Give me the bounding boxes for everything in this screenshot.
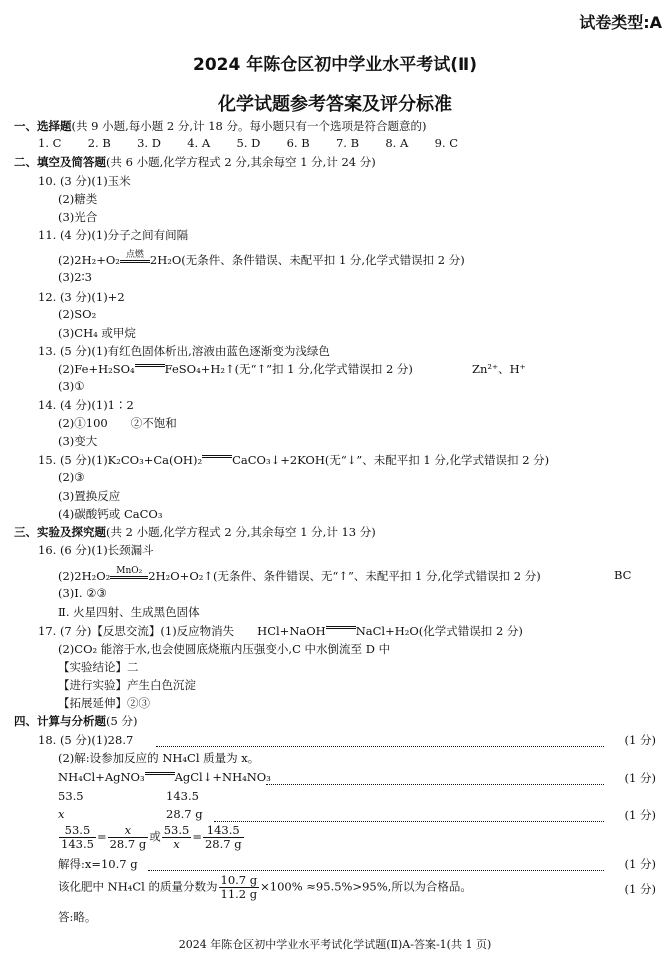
fraction: $\frac{53.5}{143.5}$ — [61, 823, 94, 851]
choice-answer: 9. C — [434, 136, 458, 150]
section-3-heading — [14, 524, 376, 540]
score-point: (1 分) — [624, 882, 656, 896]
q18-equation — [58, 770, 271, 784]
equals-sign — [110, 576, 148, 579]
dot-leader — [148, 870, 604, 871]
q15-equation — [38, 452, 549, 468]
fraction: $\frac{143.5}{28.7 g}$ — [204, 823, 242, 851]
reaction-arrow — [145, 772, 175, 775]
answer-line: 答:略。 — [58, 910, 97, 924]
fraction: $\frac{10.7 g}{11.2 g}$ — [220, 873, 258, 901]
molar-mass-agcl: 143.5 — [166, 789, 199, 803]
proportion-equation: $\frac{53.5}{143.5}$ = $\frac{x}{28.7 g}$ 或 $\frac{53.5}{x}$ = $\frac{143.5}{28.7 g}$ — [61, 823, 242, 851]
section-4-title: 四、计算与分析题 — [14, 714, 106, 728]
q16-equation — [58, 565, 541, 584]
q14-line: (2)①100 ②不饱和 — [58, 416, 177, 430]
condition-text: 点燃 — [125, 249, 144, 260]
mass-fraction-prefix: 该化肥中 NH₄Cl 的质量分数为 — [58, 879, 218, 894]
q17-equation — [38, 623, 523, 639]
choice-answer: 1. C — [38, 136, 62, 150]
q18-line: (2)解:设参加反应的 NH₄Cl 质量为 x。 — [58, 751, 260, 765]
equation-reactants: 17. (7 分)【反思交流】(1)反应物消失 HCl+NaOH — [38, 624, 326, 638]
reaction-arrow — [202, 455, 232, 458]
q16-extra: BC — [614, 568, 632, 582]
q12-line: (3)CH₄ 或甲烷 — [58, 326, 136, 340]
q18-line: 18. (5 分)(1)28.7 — [38, 733, 134, 747]
q10-line: 10. (3 分)(1)玉米 — [38, 174, 131, 188]
choice-answers — [38, 136, 458, 150]
score-point: (1 分) — [624, 733, 656, 747]
section-1-title: 一、选择题 — [14, 119, 72, 133]
unknown-mass: x — [58, 807, 65, 821]
choice-answer: 4. A — [187, 136, 211, 150]
section-1-heading — [14, 118, 426, 134]
section-4-note: (5 分) — [106, 714, 138, 728]
q12-line: (2)SO₂ — [58, 307, 97, 321]
equation-reactants: 15. (5 分)(1)K₂CO₃+Ca(OH)₂ — [38, 453, 203, 467]
equation-products: CaCO₃↓+2KOH(无“↓”、未配平扣 1 分,化学式错误扣 2 分) — [232, 453, 550, 467]
q17-line: 【拓展延伸】②③ — [58, 696, 150, 710]
q16-line: Ⅱ. 火星四射、生成黑色固体 — [58, 605, 200, 619]
q17-line: 【进行实验】产生白色沉淀 — [58, 678, 196, 692]
choice-answer: 3. D — [137, 136, 161, 150]
q13-line: (3)① — [58, 379, 85, 393]
section-2-title: 二、填空及简答题 — [14, 155, 106, 169]
choice-answer: 7. B — [335, 136, 360, 150]
equation-reactants: NH₄Cl+AgNO₃ — [58, 770, 145, 784]
q12-line: 12. (3 分)(1)+2 — [38, 290, 125, 304]
section-2-note: (共 6 小题,化学方程式 2 分,其余每空 1 分,计 24 分) — [106, 155, 376, 169]
equation-reactants: (2)2H₂+O₂ — [58, 253, 120, 267]
section-3-note: (共 2 小题,化学方程式 2 分,其余每空 1 分,计 13 分) — [106, 525, 376, 539]
solution-result: 解得:x=10.7 g — [58, 857, 138, 871]
q15-line: (3)置换反应 — [58, 489, 121, 503]
section-3-title: 三、实验及探究题 — [14, 525, 106, 539]
section-1-note: (共 9 小题,每小题 2 分,计 18 分。每小题只有一个选项是符合题意的) — [71, 119, 427, 133]
equation-products: NaCl+H₂O(化学式错误扣 2 分) — [355, 624, 523, 638]
equation-reactants: (2)2H₂O₂ — [58, 569, 111, 583]
known-mass: 28.7 g — [166, 807, 203, 821]
reaction-condition — [120, 250, 150, 263]
dot-leader — [266, 784, 604, 785]
equals-sign — [120, 260, 150, 263]
q11-line: 11. (4 分)(1)分子之间有间隔 — [38, 228, 189, 242]
page-footer: 2024 年陈仓区初中学业水平考试化学试题(Ⅱ)A-答案-1(共 1 页) — [178, 938, 492, 951]
equation-products: 2H₂O(无条件、条件错误、未配平扣 1 分,化学式错误扣 2 分) — [149, 253, 465, 267]
dot-leader — [214, 821, 604, 822]
choice-answer: 2. B — [87, 136, 111, 150]
equals-sign — [135, 364, 165, 367]
reaction-arrow — [135, 364, 165, 367]
exam-title: 2024 年陈仓区初中学业水平考试(Ⅱ) — [193, 55, 477, 75]
or-text: 或 — [149, 829, 161, 844]
q13-ions: Zn²⁺、H⁺ — [472, 362, 526, 376]
equals-sign — [145, 772, 175, 775]
q10-line: (3)光合 — [58, 210, 98, 224]
dot-leader — [156, 746, 604, 747]
fraction: $\frac{x}{28.7 g}$ — [109, 823, 147, 851]
choice-answer: 6. B — [286, 136, 310, 150]
section-4-heading — [14, 713, 137, 729]
choice-answer: 5. D — [236, 136, 261, 150]
score-point: (1 分) — [624, 857, 656, 871]
q14-line: 14. (4 分)(1)1∶2 — [38, 398, 134, 412]
equals-sign — [326, 626, 356, 629]
mass-fraction-suffix: ×100% ≈95.5%>95%,所以为合格品。 — [260, 879, 472, 894]
equation-reactants: (2)Fe+H₂SO₄ — [58, 362, 135, 376]
score-point: (1 分) — [624, 808, 656, 822]
equation-products: 2H₂O+O₂↑(无条件、条件错误、无“↑”、未配平扣 1 分,化学式错误扣 2 分) — [148, 569, 541, 583]
reaction-arrow — [326, 626, 356, 629]
q14-line: (3)变大 — [58, 434, 98, 448]
exam-subtitle: 化学试题参考答案及评分标准 — [218, 94, 452, 115]
choice-answer: 8. A — [385, 136, 409, 150]
mass-fraction-line — [58, 874, 472, 901]
q11-equation — [58, 249, 465, 268]
molar-mass-nh4cl: 53.5 — [58, 789, 84, 803]
q10-line: (2)糖类 — [58, 192, 98, 206]
equals-sign — [202, 455, 232, 458]
equation-products: AgCl↓+NH₄NO₃ — [174, 770, 271, 784]
score-point: (1 分) — [624, 771, 656, 785]
q17-line: (2)CO₂ 能溶于水,也会使圆底烧瓶内压强变小,C 中水倒流至 D 中 — [58, 642, 391, 656]
q11-line: (3)2∶3 — [58, 270, 92, 284]
q16-line: 16. (6 分)(1)长颈漏斗 — [38, 543, 154, 557]
q17-line: 【实验结论】二 — [58, 660, 139, 674]
fraction: $\frac{53.5}{x}$ — [163, 823, 190, 851]
q15-line: (4)碳酸钙或 CaCO₃ — [58, 507, 163, 521]
section-2-heading — [14, 154, 376, 170]
reaction-condition — [110, 566, 148, 579]
q13-line: 13. (5 分)(1)有红色固体析出,溶液由蓝色逐渐变为浅绿色 — [38, 344, 330, 358]
q15-line: (2)③ — [58, 470, 85, 484]
q13-equation — [58, 361, 413, 377]
condition-text: MnO₂ — [116, 565, 143, 576]
equation-products: FeSO₄+H₂↑(无“↑”扣 1 分,化学式错误扣 2 分) — [164, 362, 413, 376]
paper-type: 试卷类型:A — [579, 13, 662, 32]
q16-line: (3)Ⅰ. ②③ — [58, 586, 107, 600]
